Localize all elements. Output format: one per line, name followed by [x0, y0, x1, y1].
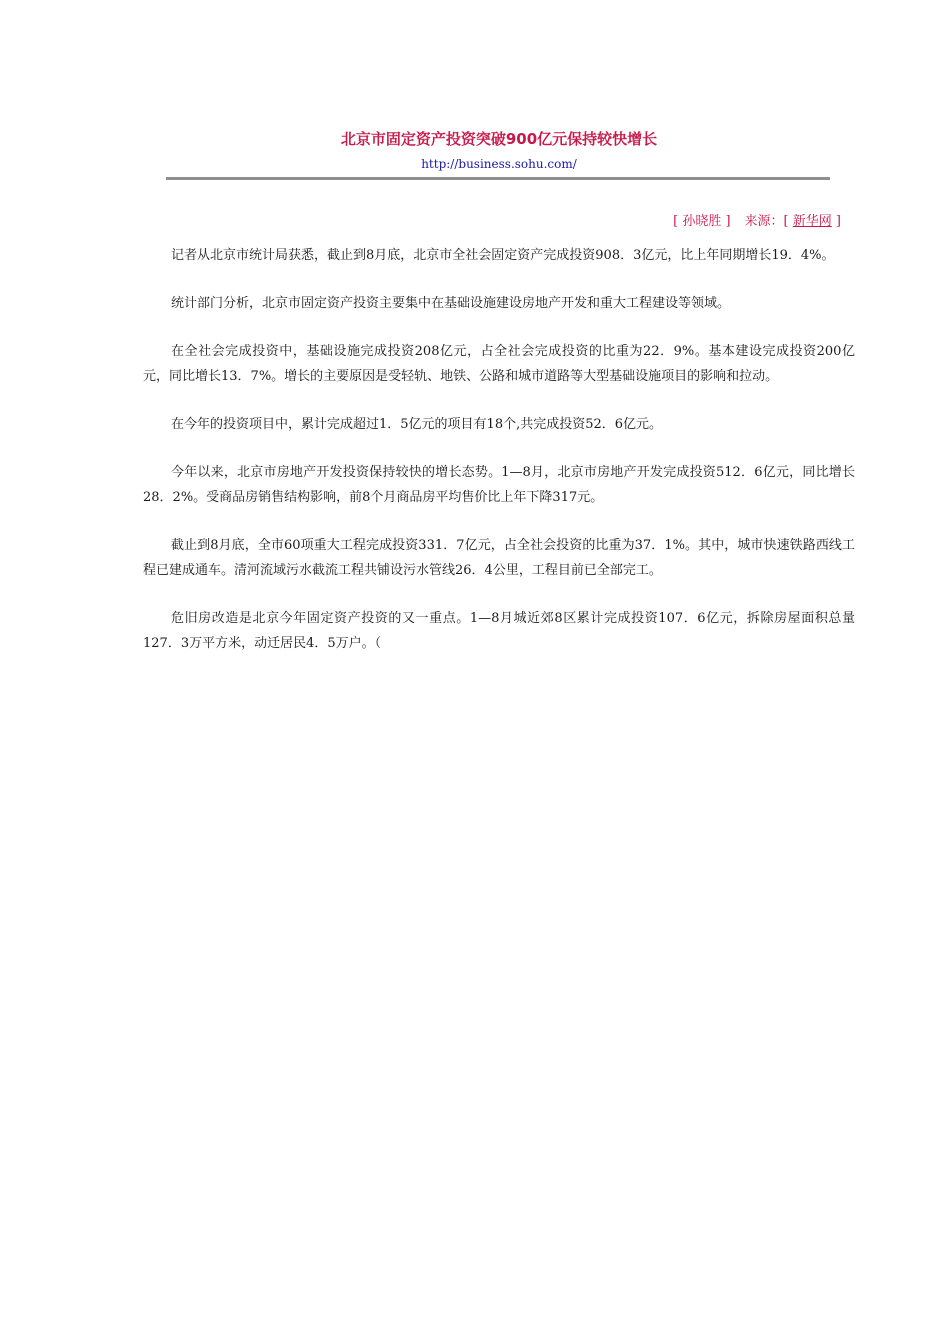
paragraph: 危旧房改造是北京今年固定资产投资的又一重点。1—8月城近郊8区累计完成投资107．6亿元，拆除房屋面积总量127．3万平方米，动迁居民4．5万户。（	[143, 611, 855, 651]
source-link[interactable]: 新华网	[792, 214, 832, 229]
byline	[673, 213, 841, 231]
source-url[interactable]: http://business.sohu.com/	[421, 157, 577, 171]
source-label: 来源：[	[744, 214, 789, 229]
paragraph: 在全社会完成投资中，基础设施完成投资208亿元，占全社会完成投资的比重为22．9%。基本建设完成投资200亿元，同比增长13．7%。增长的主要原因是受轻轨、地铁、公路和城市道路等大型基础设施项目的影响和拉动。	[143, 344, 855, 384]
paragraph: 记者从北京市统计局获悉，截止到8月底，北京市全社会固定资产完成投资908．3亿元，比上年同期增长19．4%。	[171, 248, 835, 263]
article-title: 北京市固定资产投资突破900亿元保持较快增长	[340, 130, 658, 148]
paragraph: 统计部门分析，北京市固定资产投资主要集中在基础设施建设房地产开发和重大工程建设等领域。	[171, 296, 731, 311]
paragraph: 今年以来，北京市房地产开发投资保持较快的增长态势。1—8月，北京市房地产开发完成投资512．6亿元，同比增长28．2%。受商品房销售结构影响，前8个月商品房平均售价比上年下降317元。	[143, 465, 855, 505]
source-close: ]	[835, 214, 841, 229]
paragraph: 截止到8月底，全市60项重大工程完成投资331．7亿元，占全社会投资的比重为37．1%。其中，城市快速铁路西线工程已建成通车。清河流域污水截流工程共铺设污水管线26．4公里，工程目前已全部完工。	[143, 538, 855, 578]
article-body	[143, 243, 855, 679]
title-divider	[166, 177, 830, 180]
author: [ 孙晓胜 ]	[673, 214, 731, 229]
paragraph: 在今年的投资项目中，累计完成超过1．5亿元的项目有18个,共完成投资52．6亿元。	[171, 417, 663, 432]
